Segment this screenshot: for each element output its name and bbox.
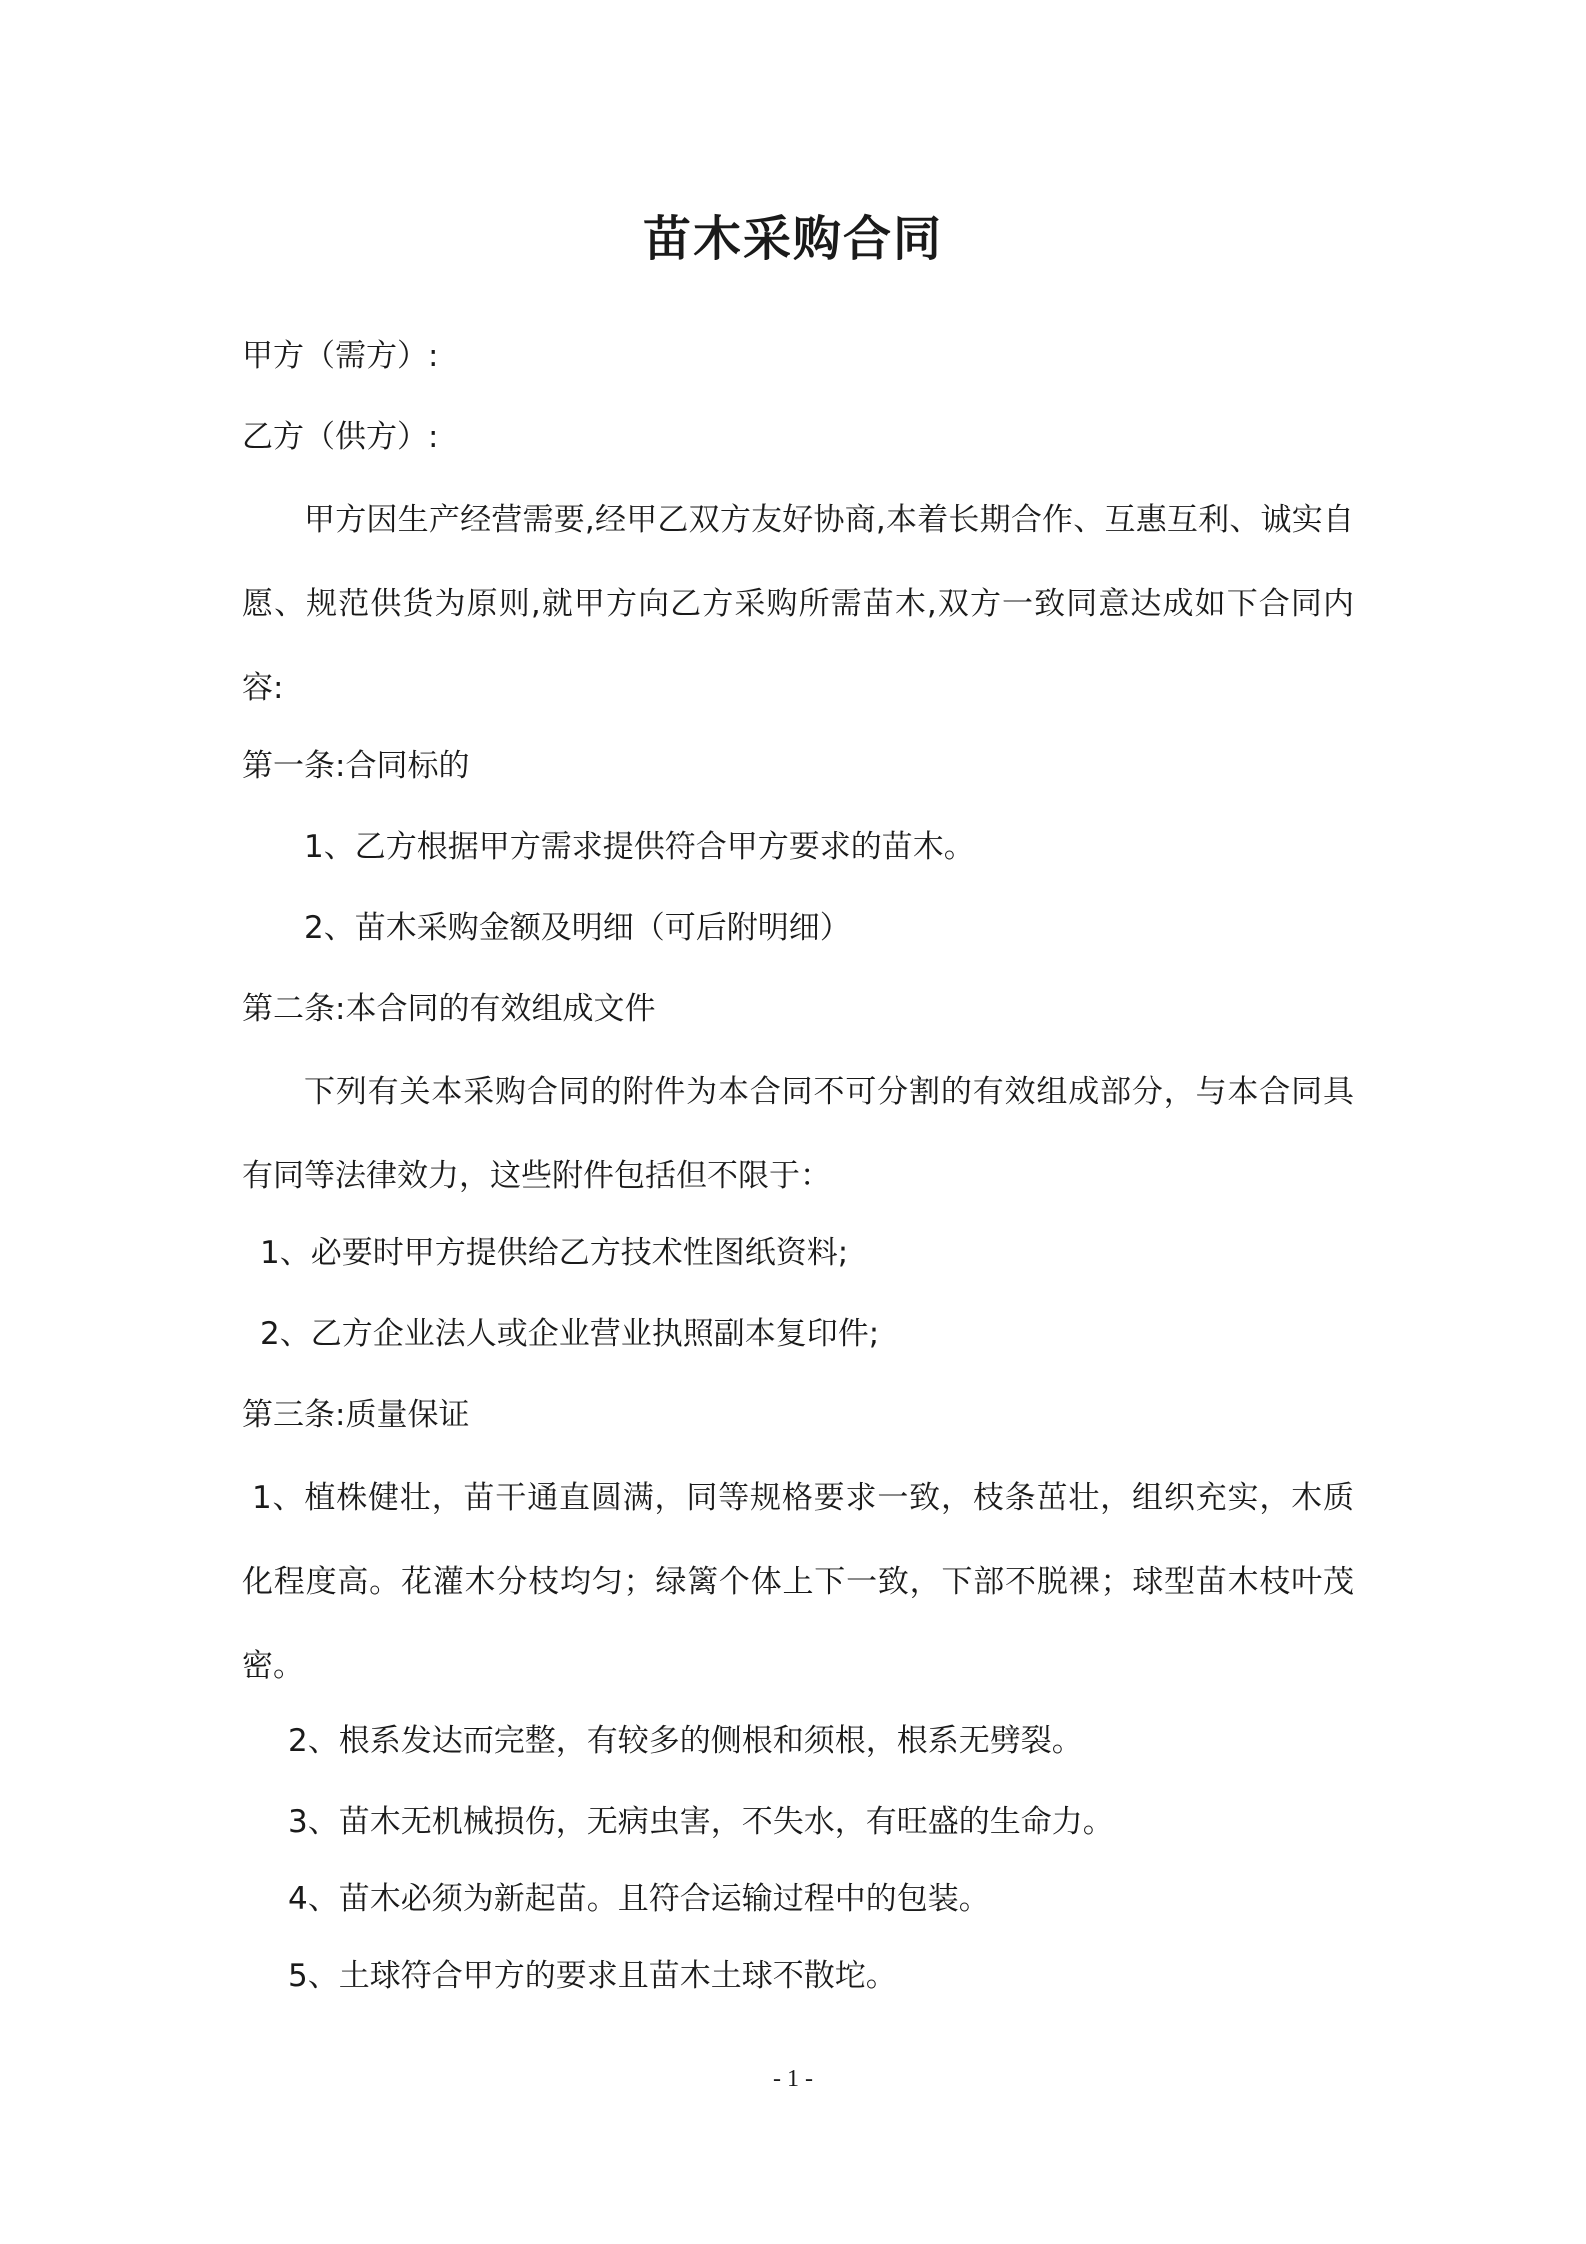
article2-heading: 第二条:本合同的有效组成文件 <box>242 991 656 1027</box>
article2-body: 下列有关本采购合同的附件为本合同不可分割的有效组成部分，与本合同具有同等法律效力，这些附件包括但不限于： <box>242 1074 1354 1194</box>
intro-text: 甲方因生产经营需要,经甲乙双方友好协商,本着长期合作、互惠互利、诚实自愿、规范供货为原则,就甲方向乙方采购所需苗木,双方一致同意达成如下合同内容: <box>242 502 1354 706</box>
document-title: 苗木采购合同 <box>642 211 943 267</box>
article3-item-2: 2、根系发达而完整，有较多的侧根和须根，根系无劈裂。 <box>288 1723 1083 1759</box>
article1-heading: 第一条:合同标的 <box>242 748 470 784</box>
article2-item-1: 1、必要时甲方提供给乙方技术性图纸资料; <box>260 1235 849 1271</box>
article3-item-1-paragraph <box>242 1456 1354 1708</box>
article3-heading: 第三条:质量保证 <box>242 1397 470 1433</box>
article3-item-5: 5、土球符合甲方的要求且苗木土球不散坨。 <box>288 1958 897 1994</box>
party-b-line: 乙方（供方）: <box>242 419 439 455</box>
intro-paragraph <box>242 478 1354 730</box>
article1-item-2: 2、苗木采购金额及明细（可后附明细） <box>304 910 851 946</box>
article2-paragraph <box>242 1050 1354 1218</box>
article3-item-1: 1、植株健壮，苗干通直圆满，同等规格要求一致，枝条茁壮，组织充实，木质化程度高。花灌木分枝均匀；绿篱个体上下一致，下部不脱裸；球型苗木枝叶茂密。 <box>242 1480 1354 1684</box>
article3-item-3: 3、苗木无机械损伤，无病虫害，不失水，有旺盛的生命力。 <box>288 1804 1114 1840</box>
article1-item-1: 1、乙方根据甲方需求提供符合甲方要求的苗木。 <box>304 829 975 865</box>
party-a-line: 甲方（需方）: <box>242 338 439 374</box>
page-number: - 1 - <box>773 2066 813 2092</box>
article3-item-4: 4、苗木必须为新起苗。且符合运输过程中的包装。 <box>288 1881 990 1917</box>
article2-item-2: 2、乙方企业法人或企业营业执照副本复印件; <box>260 1316 880 1352</box>
